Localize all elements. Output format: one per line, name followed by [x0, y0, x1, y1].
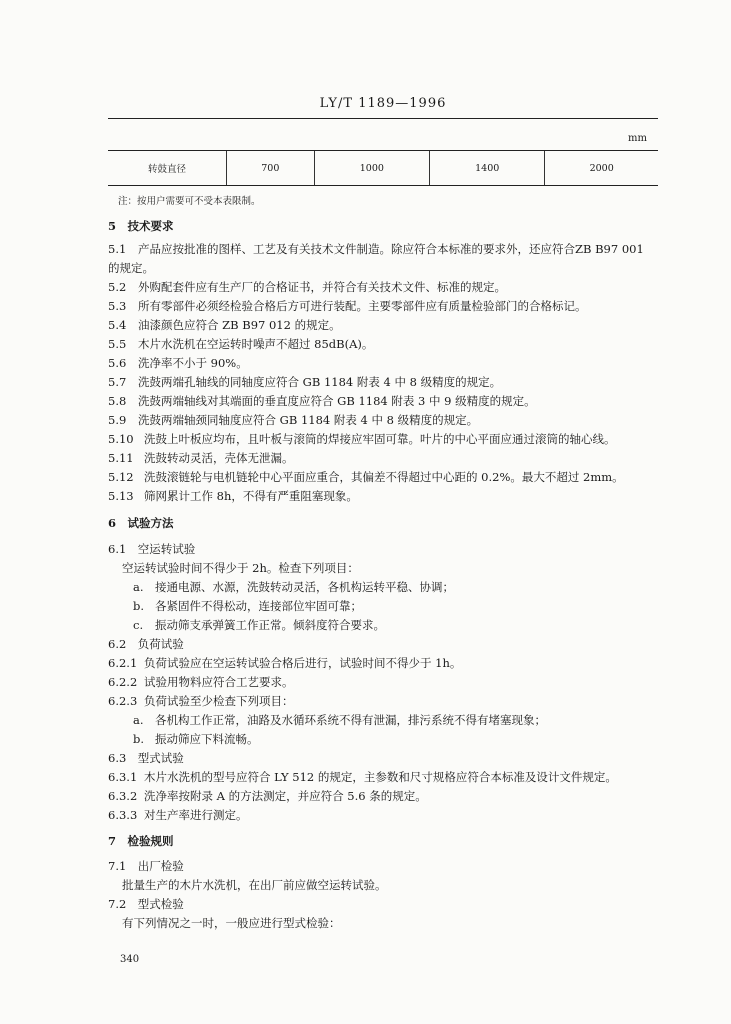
- clause-6-3-1: 6.3.1 木片水洗机的型号应符合 LY 512 的规定，主参数和尺寸规格应符合本标准及设计文件规定。: [108, 770, 617, 784]
- header-rule: [108, 118, 658, 119]
- clause-7-1-heading: 7.1 出厂检验: [108, 859, 184, 873]
- clause-6-3-3: 6.3.3 对生产率进行测定。: [108, 808, 248, 822]
- page-number: 340: [120, 954, 140, 965]
- clause-5-1: 5.1 产品应按批准的图样、工艺及有关技术文件制造。除应符合本标准的要求外，还应符合ZB B97 001: [108, 242, 644, 256]
- clause-6-2-1: 6.2.1 负荷试验应在空运转试验合格后进行，试验时间不得少于 1h。: [108, 656, 462, 670]
- clause-7-2-heading: 7.2 型式检验: [108, 897, 184, 911]
- clause-5-12: 5.12 洗鼓滚链轮与电机链轮中心平面应重合，其偏差不得超过中心距的 0.2%。最大不超过 2mm。: [108, 470, 624, 484]
- section-5-title: 5 技术要求: [108, 219, 174, 233]
- clause-6-3-heading: 6.3 型式试验: [108, 751, 184, 765]
- table-cell: 700: [227, 151, 315, 186]
- section-7-title: 7 检验规则: [108, 834, 174, 848]
- clause-5-4: 5.4 油漆颜色应符合 ZB B97 012 的规定。: [108, 318, 341, 332]
- clause-6-1-b: b. 各紧固件不得松动，连接部位牢固可靠；: [133, 599, 362, 613]
- clause-6-1-text: 空运转试验时间不得少于 2h。检查下列项目：: [122, 561, 359, 575]
- clause-5-11: 5.11 洗鼓转动灵活，壳体无泄漏。: [108, 451, 294, 465]
- section-6-title: 6 试验方法: [108, 516, 174, 530]
- clause-6-2-heading: 6.2 负荷试验: [108, 637, 184, 651]
- clause-6-2-3-a: a. 各机构工作正常，油路及水循环系统不得有泄漏，排污系统不得有堵塞现象；: [133, 713, 546, 727]
- table-note: 注：按用户需要可不受本表限制。: [118, 196, 261, 207]
- clause-5-5: 5.5 木片水洗机在空运转时噪声不超过 85dB(A)。: [108, 337, 374, 351]
- clause-5-10: 5.10 洗鼓上叶板应均布，且叶板与滚筒的焊接应牢固可靠。叶片的中心平面应通过滚筒的轴心线。: [108, 432, 616, 446]
- clause-7-1-text: 批量生产的木片水洗机，在出厂前应做空运转试验。: [122, 878, 387, 892]
- clause-5-7: 5.7 洗鼓两端孔轴线的同轴度应符合 GB 1184 附表 4 中 8 级精度的规定。: [108, 375, 502, 389]
- clause-5-8: 5.8 洗鼓两端轴线对其端面的垂直度应符合 GB 1184 附表 3 中 9 级精度的规定。: [108, 394, 536, 408]
- table-cell: 1400: [430, 151, 545, 186]
- clause-6-1-c: c. 振动筛支承弹簧工作正常。倾斜度符合要求。: [133, 618, 385, 632]
- standard-code-header: LY/T 1189—1996: [319, 96, 447, 111]
- clause-6-2-3-b: b. 振动筛应下料流畅。: [133, 732, 259, 746]
- table-cell: 1000: [314, 151, 429, 186]
- clause-5-9: 5.9 洗鼓两端轴颈同轴度应符合 GB 1184 附表 4 中 8 级精度的规定。: [108, 413, 479, 427]
- table-unit: mm: [628, 133, 647, 144]
- clause-5-13: 5.13 筛网累计工作 8h，不得有严重阻塞现象。: [108, 489, 358, 503]
- clause-6-3-2: 6.3.2 洗净率按附录 A 的方法测定，并应符合 5.6 条的规定。: [108, 789, 427, 803]
- drum-diameter-table: [108, 150, 658, 186]
- clause-5-6: 5.6 洗净率不小于 90%。: [108, 356, 248, 370]
- clause-5-1-cont: 的规定。: [108, 261, 154, 275]
- table-row-label: 转鼓直径: [108, 151, 227, 186]
- clause-6-2-3: 6.2.3 负荷试验至少检查下列项目：: [108, 694, 294, 708]
- clause-5-3: 5.3 所有零部件必须经检验合格后方可进行装配。主要零部件应有质量检验部门的合格标记。: [108, 299, 587, 313]
- clause-5-2: 5.2 外购配套件应有生产厂的合格证书，并符合有关技术文件、标准的规定。: [108, 280, 506, 294]
- table-cell: 2000: [545, 151, 658, 186]
- clause-6-1-heading: 6.1 空运转试验: [108, 542, 196, 556]
- clause-7-2-text: 有下列情况之一时，一般应进行型式检验：: [122, 916, 341, 930]
- table-row: [108, 151, 658, 186]
- clause-6-2-2: 6.2.2 试验用物料应符合工艺要求。: [108, 675, 294, 689]
- clause-6-1-a: a. 接通电源、水源，洗鼓转动灵活，各机构运转平稳、协调；: [133, 580, 454, 594]
